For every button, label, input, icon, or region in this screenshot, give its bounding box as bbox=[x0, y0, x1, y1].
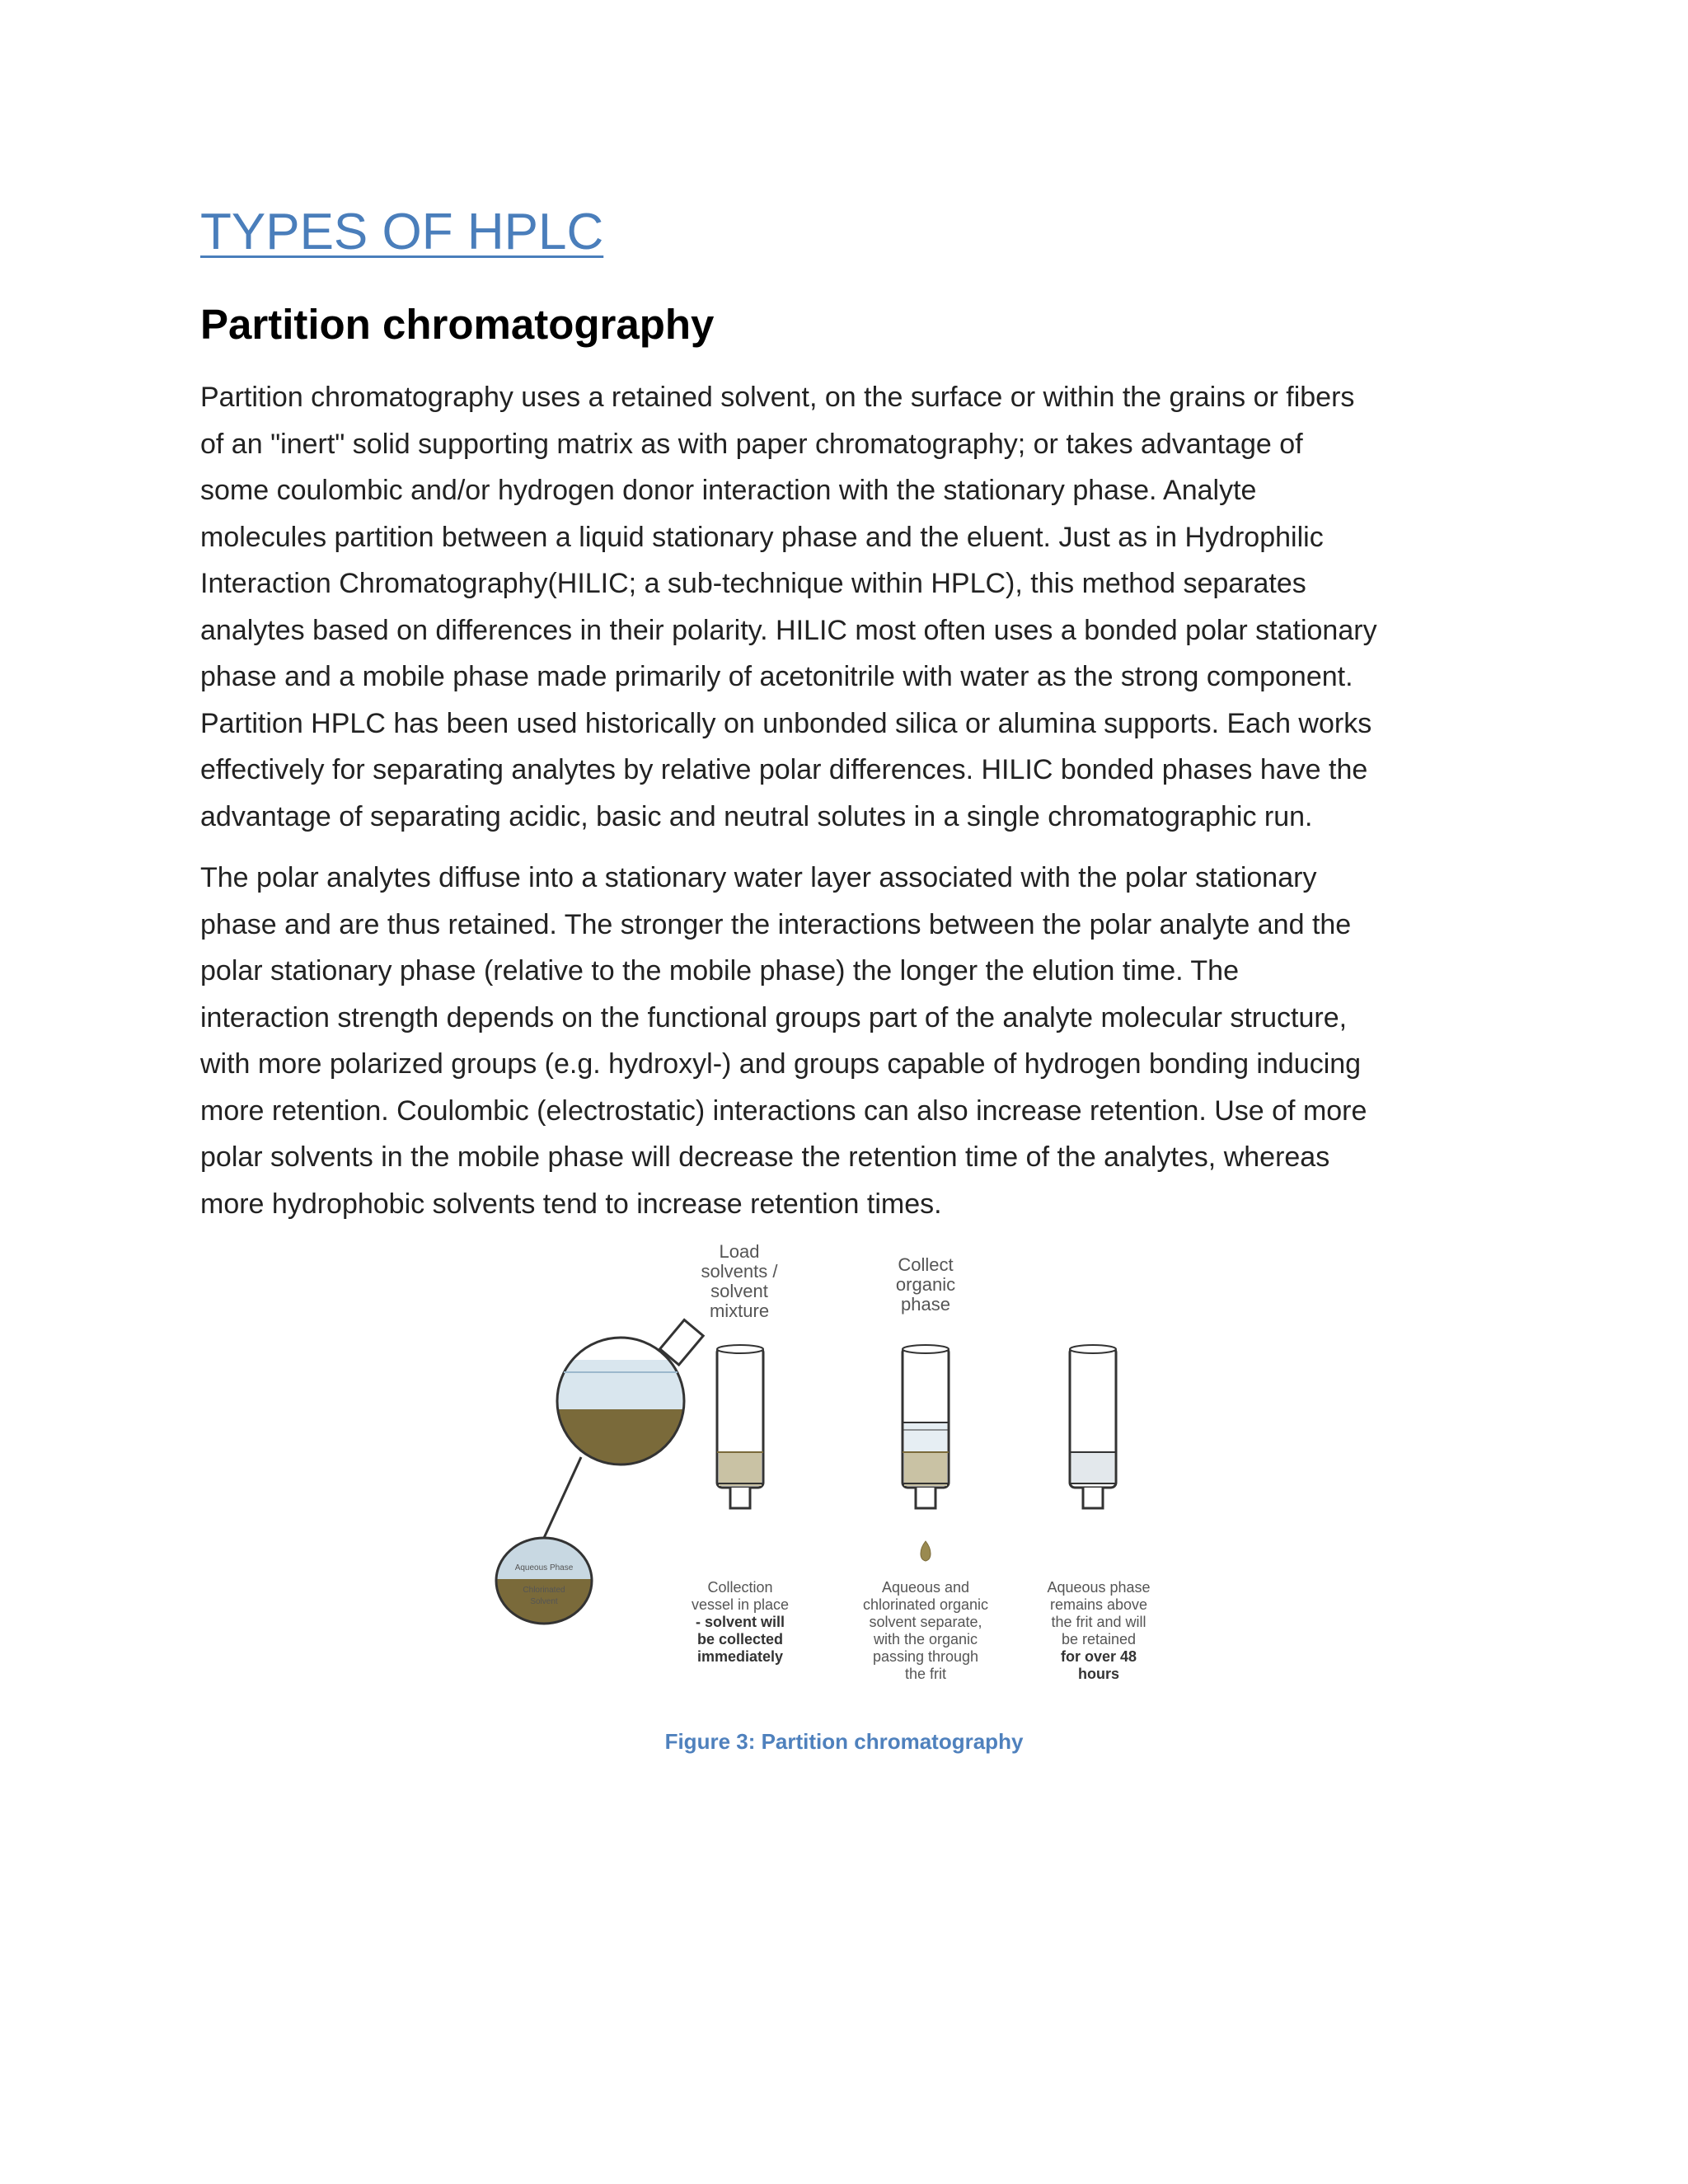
column-1-caption-line: immediately bbox=[696, 1648, 784, 1665]
collect-label: phase bbox=[901, 1294, 950, 1315]
paragraph-2-line: more hydrophobic solvents tend to increase retention times. bbox=[200, 1188, 942, 1220]
column-1-icon bbox=[717, 1345, 763, 1508]
column-2-caption-line: solvent separate, bbox=[869, 1614, 982, 1630]
column-2-caption bbox=[863, 1579, 988, 1682]
column-1-caption-line: be collected bbox=[696, 1631, 784, 1647]
column-1-caption bbox=[692, 1579, 789, 1665]
paragraph-2-line: phase and are thus retained. The stronger the interactions between the polar analyte and the bbox=[200, 908, 1352, 940]
collect-label: organic bbox=[895, 1274, 956, 1295]
column-3-caption-line: the frit and will bbox=[1051, 1614, 1146, 1630]
column-2-caption-line: passing through bbox=[872, 1648, 979, 1665]
paragraph-1-line: advantage of separating acidic, basic and neutral solutes in a single chromatographic run. bbox=[200, 800, 1313, 832]
column-3-icon bbox=[1070, 1345, 1116, 1508]
column-3-caption-line: be retained bbox=[1061, 1631, 1137, 1647]
paragraph-1-line: some coulombic and/or hydrogen donor interaction with the stationary phase. Analyte bbox=[200, 475, 1257, 506]
chlorinated-label: Solvent bbox=[530, 1597, 558, 1606]
paragraph-1-line: effectively for separating analytes by relative polar differences. HILIC bonded phases have the bbox=[200, 754, 1368, 785]
figure-illustration bbox=[495, 1236, 1170, 1698]
collect-label: Collect bbox=[898, 1254, 954, 1275]
collect-label-group bbox=[896, 1254, 955, 1315]
load-label: solvents / bbox=[701, 1261, 778, 1282]
load-label: mixture bbox=[709, 1301, 770, 1321]
phase-detail-icon bbox=[495, 1533, 602, 1629]
partition-chromatography-figure bbox=[495, 1236, 1170, 1698]
column-3-caption-line: hours bbox=[1077, 1666, 1120, 1682]
paragraph-1-line: Interaction Chromatography(HILIC; a sub-technique within HPLC), this method separates bbox=[200, 568, 1306, 599]
load-label: solvent bbox=[710, 1281, 768, 1301]
figure-caption: Figure 3: Partition chromatography bbox=[664, 1729, 1024, 1754]
column-3-caption-line: for over 48 bbox=[1060, 1648, 1137, 1665]
paragraph-2 bbox=[200, 855, 1494, 1227]
paragraph-1-line: analytes based on differences in their polarity. HILIC most often uses a bonded polar stationary bbox=[200, 614, 1377, 646]
paragraph-2-line: polar stationary phase (relative to the mobile phase) the longer the elution time. The bbox=[200, 955, 1239, 987]
paragraph-1-line: Partition chromatography uses a retained solvent, on the surface or within the grains or fibers bbox=[200, 382, 1355, 413]
paragraph-1-line: Partition HPLC has been used historically on unbonded silica or alumina supports. Each works bbox=[200, 707, 1372, 739]
paragraph-2-line: with more polarized groups (e.g. hydroxyl-) and groups capable of hydrogen bonding inducing bbox=[200, 1048, 1362, 1080]
paragraph-2-line: more retention. Coulombic (electrostatic) interactions can also increase retention. Use of more bbox=[200, 1094, 1367, 1127]
paragraph-1-line: molecules partition between a liquid stationary phase and the eluent. Just as in Hydrophilic bbox=[200, 521, 1324, 553]
paragraph-1-line: phase and a mobile phase made primarily of acetonitrile with water as the strong component. bbox=[200, 661, 1353, 692]
chlorinated-label: Chlorinated bbox=[523, 1586, 565, 1595]
column-3-caption-line: remains above bbox=[1049, 1596, 1148, 1613]
column-3-caption-line: Aqueous phase bbox=[1047, 1579, 1151, 1596]
column-1-caption-line: - solvent will bbox=[695, 1614, 785, 1630]
paragraph-1 bbox=[200, 374, 1494, 840]
load-label: Load bbox=[719, 1241, 760, 1262]
column-2-caption-line: Aqueous and bbox=[881, 1579, 970, 1596]
section-title: Partition chromatography bbox=[200, 301, 715, 348]
paragraph-2-line: interaction strength depends on the functional groups part of the analyte molecular structure, bbox=[200, 1001, 1348, 1033]
load-label-group bbox=[701, 1241, 779, 1321]
column-1-caption-line: Collection bbox=[707, 1579, 773, 1596]
column-2-caption-line: chlorinated organic bbox=[862, 1596, 989, 1613]
flask-icon bbox=[544, 1320, 703, 1538]
types-of-hplc-heading-link[interactable]: TYPES OF HPLC bbox=[200, 204, 604, 260]
column-2-icon bbox=[903, 1345, 949, 1561]
paragraph-2-line: polar solvents in the mobile phase will decrease the retention time of the analytes, whereas bbox=[200, 1141, 1330, 1173]
paragraph-1-line: of an "inert" solid supporting matrix as with paper chromatography; or takes advantage of bbox=[200, 428, 1303, 460]
column-2-caption-line: with the organic bbox=[873, 1631, 978, 1647]
column-1-caption-line: vessel in place bbox=[691, 1596, 790, 1613]
column-2-caption-line: the frit bbox=[904, 1666, 947, 1682]
aqueous-phase-label: Aqueous Phase bbox=[514, 1563, 574, 1572]
paragraph-2-line: The polar analytes diffuse into a stationary water layer associated with the polar stationary bbox=[200, 862, 1317, 893]
column-3-caption bbox=[1047, 1579, 1150, 1682]
